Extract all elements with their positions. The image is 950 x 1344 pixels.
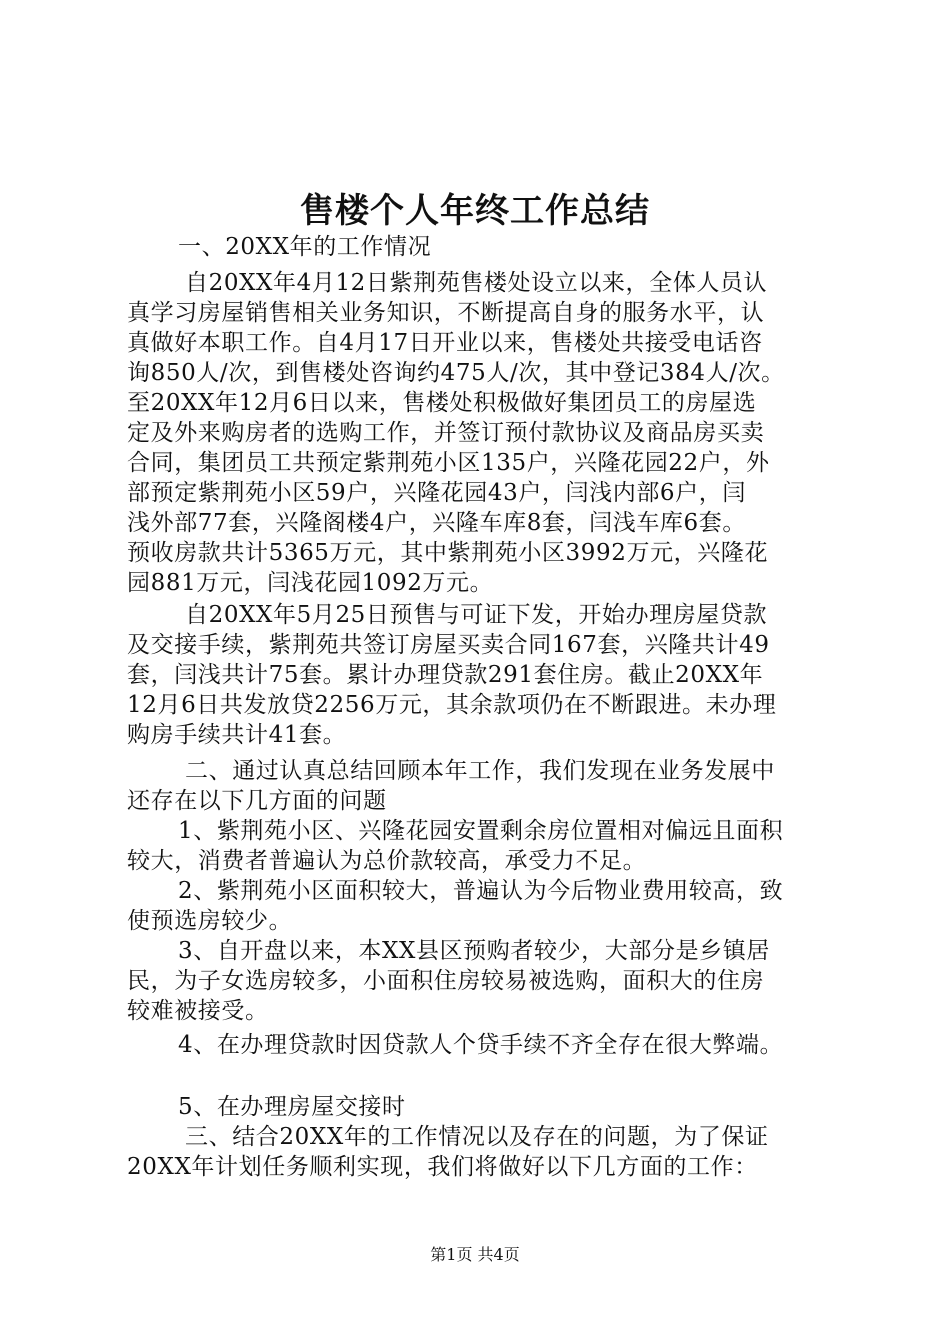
paragraph-line: 还存在以下几方面的问题 (127, 788, 387, 814)
list-item: 1、紫荆苑小区、兴隆花园安置剩余房位置相对偏远且面积 (178, 818, 784, 844)
paragraph-line: 民，为子女选房较多，小面积住房较易被选购，面积大的住房 (127, 968, 765, 994)
paragraph-line: 合同，集团员工共预定紫荆苑小区135户，兴隆花园22户，外 (127, 450, 770, 476)
document-title: 售楼个人年终工作总结 (300, 191, 650, 231)
section-heading-2: 二、通过认真总结回顾本年工作，我们发现在业务发展中 (185, 758, 775, 784)
paragraph-line: 浅外部77套，兴隆阁楼4户，兴隆车库8套，闫浅车库6套。 (127, 510, 746, 536)
paragraph-line: 12月6日共发放贷2256万元，其余款项仍在不断跟进。未办理 (127, 692, 777, 718)
paragraph-line: 部预定紫荆苑小区59户，兴隆花园43户，闫浅内部6户，闫 (127, 480, 746, 506)
section-heading-1: 一、20XX年的工作情况 (178, 234, 432, 260)
paragraph-line: 较大，消费者普遍认为总价款较高，承受力不足。 (127, 848, 647, 874)
paragraph-line: 套，闫浅共计75套。累计办理贷款291套住房。截止20XX年 (127, 662, 764, 688)
paragraph-line: 真学习房屋销售相关业务知识，不断提高自身的服务水平，认 (127, 300, 765, 326)
paragraph-line: 较难被接受。 (127, 998, 269, 1024)
paragraph-line: 自20XX年4月12日紫荆苑售楼处设立以来，全体人员认 (185, 270, 768, 296)
paragraph-line: 及交接手续，紫荆苑共签订房屋买卖合同167套，兴隆共计49 (127, 632, 770, 658)
paragraph-line: 自20XX年5月25日预售与可证下发，开始办理房屋贷款 (185, 602, 768, 628)
paragraph-line: 定及外来购房者的选购工作，并签订预付款协议及商品房买卖 (127, 420, 765, 446)
list-item: 4、在办理贷款时因贷款人个贷手续不齐全存在很大弊端。 (178, 1032, 784, 1058)
paragraph-line: 询850人/次，到售楼处咨询约475人/次，其中登记384人/次。 (127, 360, 785, 386)
paragraph-line: 真做好本职工作。自4月17日开业以来，售楼处共接受电话咨 (127, 330, 763, 356)
list-item: 3、自开盘以来，本XX县区预购者较少，大部分是乡镇居 (178, 938, 770, 964)
paragraph-line: 20XX年计划任务顺利实现，我们将做好以下几方面的工作： (127, 1154, 758, 1180)
paragraph-line: 购房手续共计41套。 (127, 722, 347, 748)
paragraph-line: 至20XX年12月6日以来，售楼处积极做好集团员工的房屋选 (127, 390, 757, 416)
page-footer: 第1页 共4页 (430, 1245, 520, 1264)
list-item: 2、紫荆苑小区面积较大，普遍认为今后物业费用较高，致 (178, 878, 784, 904)
paragraph-line: 预收房款共计5365万元，其中紫荆苑小区3992万元，兴隆花 (127, 540, 769, 566)
list-item: 5、在办理房屋交接时 (178, 1094, 406, 1120)
paragraph-line: 园881万元，闫浅花园1092万元。 (127, 570, 494, 596)
paragraph-line: 使预选房较少。 (127, 908, 293, 934)
section-heading-3: 三、结合20XX年的工作情况以及存在的问题，为了保证 (185, 1124, 769, 1150)
